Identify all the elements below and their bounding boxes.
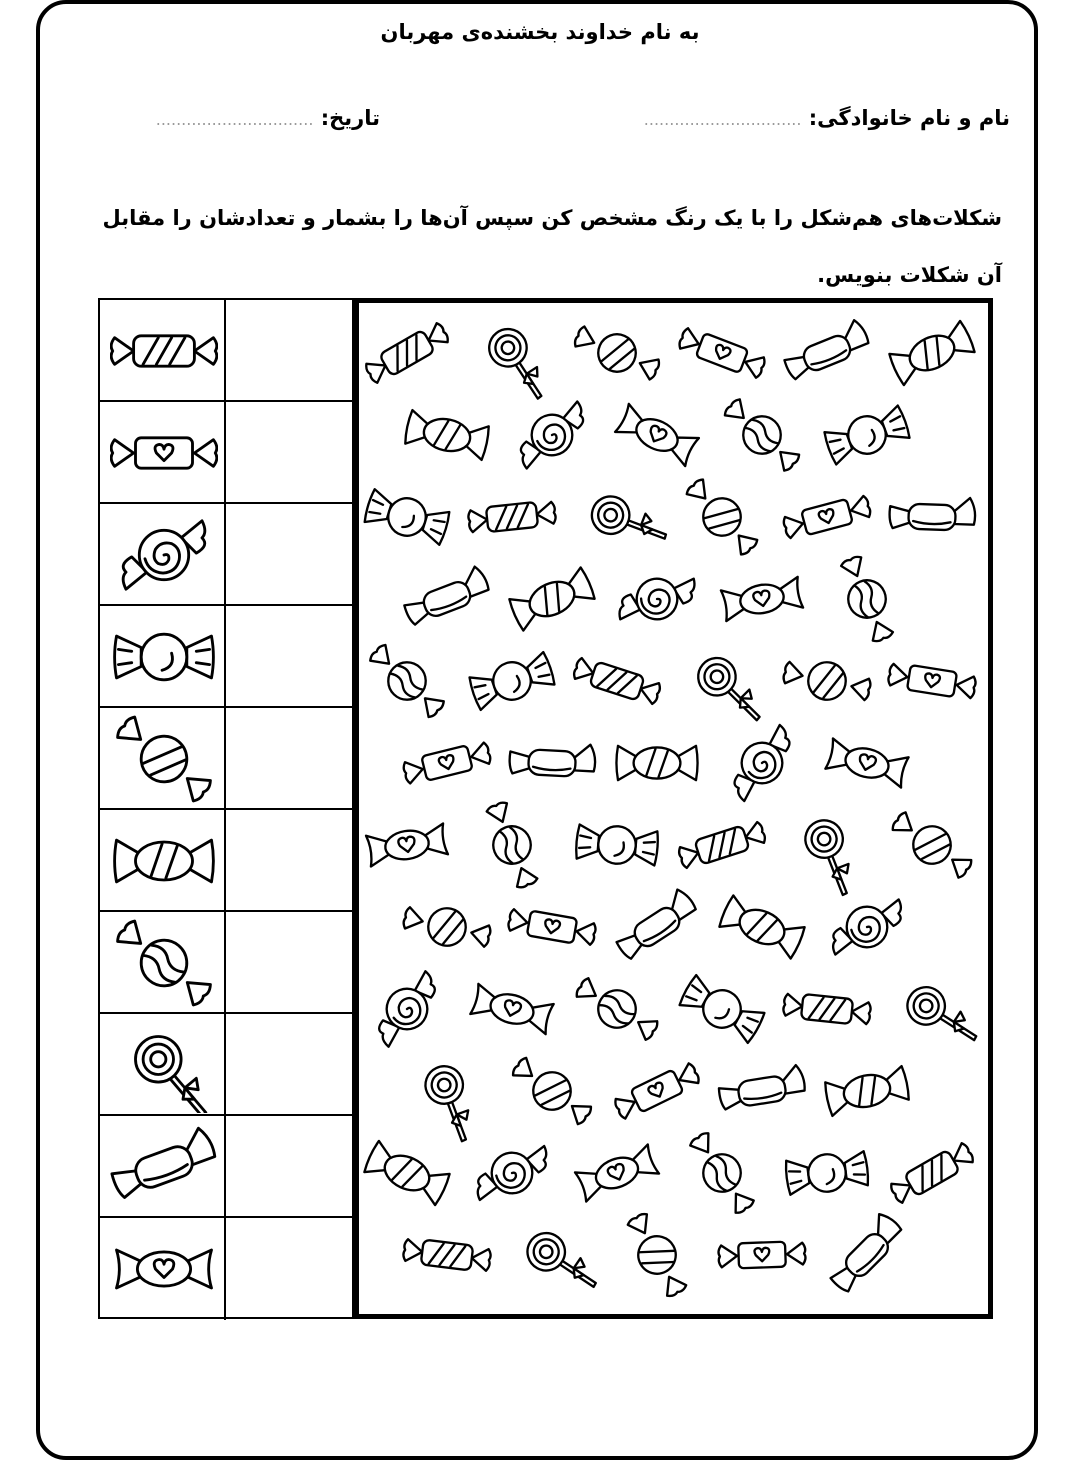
pillow-candy-icon <box>110 1119 218 1215</box>
spiral-candy-icon <box>720 724 804 802</box>
legend-row <box>100 606 352 708</box>
legend-icon-cell <box>100 1014 226 1114</box>
heart-wrapped-candy-icon <box>507 907 597 947</box>
name-field <box>644 106 1010 130</box>
legend-icon-cell <box>100 606 226 706</box>
striped-wrapped-candy-icon <box>110 303 218 399</box>
legend-answer-cell[interactable] <box>228 1218 352 1320</box>
striped-wrapped-candy-icon <box>468 500 557 534</box>
legend-icon-cell <box>100 300 226 400</box>
legend-answer-cell[interactable] <box>228 606 352 706</box>
pillow-candy-icon <box>779 318 873 381</box>
instructions-text: شکلات‌های هم‌شکل را با یک رنگ مشخص کن سپس آن‌ها را بشمار و تعدادشان را مقابل آن شکلات بنویس. <box>102 206 1002 287</box>
oval-striped-candy-icon <box>824 1066 910 1116</box>
legend-answer-cell[interactable] <box>228 504 352 604</box>
legend-answer-cell[interactable] <box>228 300 352 400</box>
legend-answer-cell[interactable] <box>228 708 352 808</box>
heart-wrapped-candy-icon <box>613 1061 702 1121</box>
spiral-candy-icon <box>618 564 696 634</box>
round-wrapped-candy-icon <box>110 609 218 705</box>
wavy-candy-icon <box>452 786 572 903</box>
wavy-candy-icon <box>667 1120 777 1226</box>
lollipop-icon <box>411 1061 488 1142</box>
round-wrapped-candy-icon <box>575 823 659 867</box>
round-wrapped-candy-icon <box>468 650 557 712</box>
date-field <box>156 106 380 130</box>
spiral-candy-icon <box>514 401 591 469</box>
tilted-striped-candy-icon <box>505 1046 600 1135</box>
lollipop-icon <box>903 977 977 1057</box>
legend-answer-cell[interactable] <box>228 810 352 910</box>
heart-oval-candy-icon <box>721 577 803 621</box>
round-wrapped-candy-icon <box>677 973 766 1045</box>
heart-oval-candy-icon <box>825 738 908 787</box>
round-wrapped-candy-icon <box>363 487 452 547</box>
legend-row <box>100 1116 352 1218</box>
pillow-candy-icon <box>810 1206 918 1299</box>
oval-striped-candy-icon <box>616 746 697 780</box>
legend-icon-cell <box>100 504 226 604</box>
heart-oval-candy-icon <box>110 1221 218 1317</box>
oval-striped-candy-icon <box>508 567 596 631</box>
pillow-candy-icon <box>604 884 707 963</box>
legend-row <box>100 810 352 912</box>
lollipop-icon <box>791 815 867 896</box>
wavy-candy-icon <box>110 915 218 1011</box>
spiral-candy-icon <box>478 1144 547 1202</box>
tilted-striped-candy-icon <box>884 800 980 891</box>
pillow-candy-icon <box>879 468 986 558</box>
oval-striped-candy-icon <box>110 813 218 909</box>
bismillah-heading: به نام خداوند بخشنده‌ی مهربان <box>380 20 700 44</box>
legend-row <box>100 300 352 402</box>
lollipop-icon <box>110 1017 218 1113</box>
tilted-striped-candy-icon <box>388 869 507 985</box>
round-wrapped-candy-icon <box>784 1149 869 1196</box>
name-label: نام و نام خانوادگی: <box>808 106 1010 130</box>
oval-striped-candy-icon <box>363 1140 451 1205</box>
heart-wrapped-candy-icon <box>782 494 872 541</box>
heart-wrapped-candy-icon <box>718 1241 806 1269</box>
lollipop-icon <box>484 327 549 399</box>
spiral-candy-icon <box>365 970 448 1047</box>
oval-striped-candy-icon <box>404 410 490 460</box>
candy-picture-area <box>354 298 993 1319</box>
wavy-candy-icon <box>359 636 455 727</box>
striped-wrapped-candy-icon <box>363 321 451 386</box>
heart-oval-candy-icon <box>470 984 553 1034</box>
wavy-candy-icon <box>566 961 667 1057</box>
oval-striped-candy-icon <box>718 895 806 959</box>
spiral-candy-icon <box>110 507 218 603</box>
tilted-striped-candy-icon <box>767 622 887 739</box>
name-blank[interactable]: ............................... <box>643 110 802 129</box>
legend-answer-cell[interactable] <box>228 912 352 1012</box>
legend-answer-cell[interactable] <box>228 1116 352 1216</box>
lollipop-icon <box>523 1223 597 1302</box>
lollipop-icon <box>697 655 760 725</box>
legend-table <box>98 298 354 1319</box>
legend-icon-cell <box>100 912 226 1012</box>
legend-icon-cell <box>100 1218 226 1320</box>
legend-row <box>100 912 352 1014</box>
wavy-candy-icon <box>715 390 810 479</box>
heart-wrapped-candy-icon <box>110 405 218 501</box>
legend-answer-cell[interactable] <box>228 1014 352 1114</box>
striped-wrapped-candy-icon <box>677 820 767 871</box>
striped-wrapped-candy-icon <box>572 656 662 707</box>
legend-row <box>100 1218 352 1320</box>
pillow-candy-icon <box>400 564 493 626</box>
oval-striped-candy-icon <box>888 320 976 385</box>
tilted-striped-candy-icon <box>110 711 218 807</box>
heart-oval-candy-icon <box>366 823 448 866</box>
heart-wrapped-candy-icon <box>677 326 767 380</box>
legend-answer-cell[interactable] <box>228 402 352 502</box>
round-wrapped-candy-icon <box>822 404 911 467</box>
wavy-candy-icon <box>808 541 927 657</box>
heart-wrapped-candy-icon <box>887 662 977 700</box>
candy-field-svg <box>359 303 988 1314</box>
heart-oval-candy-icon <box>615 404 699 466</box>
spiral-candy-icon <box>833 898 901 955</box>
date-label: تاریخ: <box>320 106 380 130</box>
legend-icon-cell <box>100 810 226 910</box>
striped-wrapped-candy-icon <box>402 1237 491 1272</box>
tilted-striped-candy-icon <box>600 1199 715 1310</box>
striped-wrapped-candy-icon <box>783 992 872 1026</box>
legend-row <box>100 504 352 606</box>
lollipop-icon <box>585 480 667 565</box>
date-blank[interactable]: ............................... <box>155 110 314 129</box>
legend-icon-cell <box>100 402 226 502</box>
legend-row <box>100 1014 352 1116</box>
heart-oval-candy-icon <box>575 1144 659 1201</box>
legend-row <box>100 402 352 504</box>
pillow-candy-icon <box>499 714 607 805</box>
striped-wrapped-candy-icon <box>888 1141 976 1206</box>
legend-icon-cell <box>100 1116 226 1216</box>
tilted-striped-candy-icon <box>671 469 772 565</box>
legend-icon-cell <box>100 708 226 808</box>
heart-wrapped-candy-icon <box>402 740 492 785</box>
pillow-candy-icon <box>711 1049 812 1125</box>
tilted-striped-candy-icon <box>562 303 672 406</box>
legend-row <box>100 708 352 810</box>
